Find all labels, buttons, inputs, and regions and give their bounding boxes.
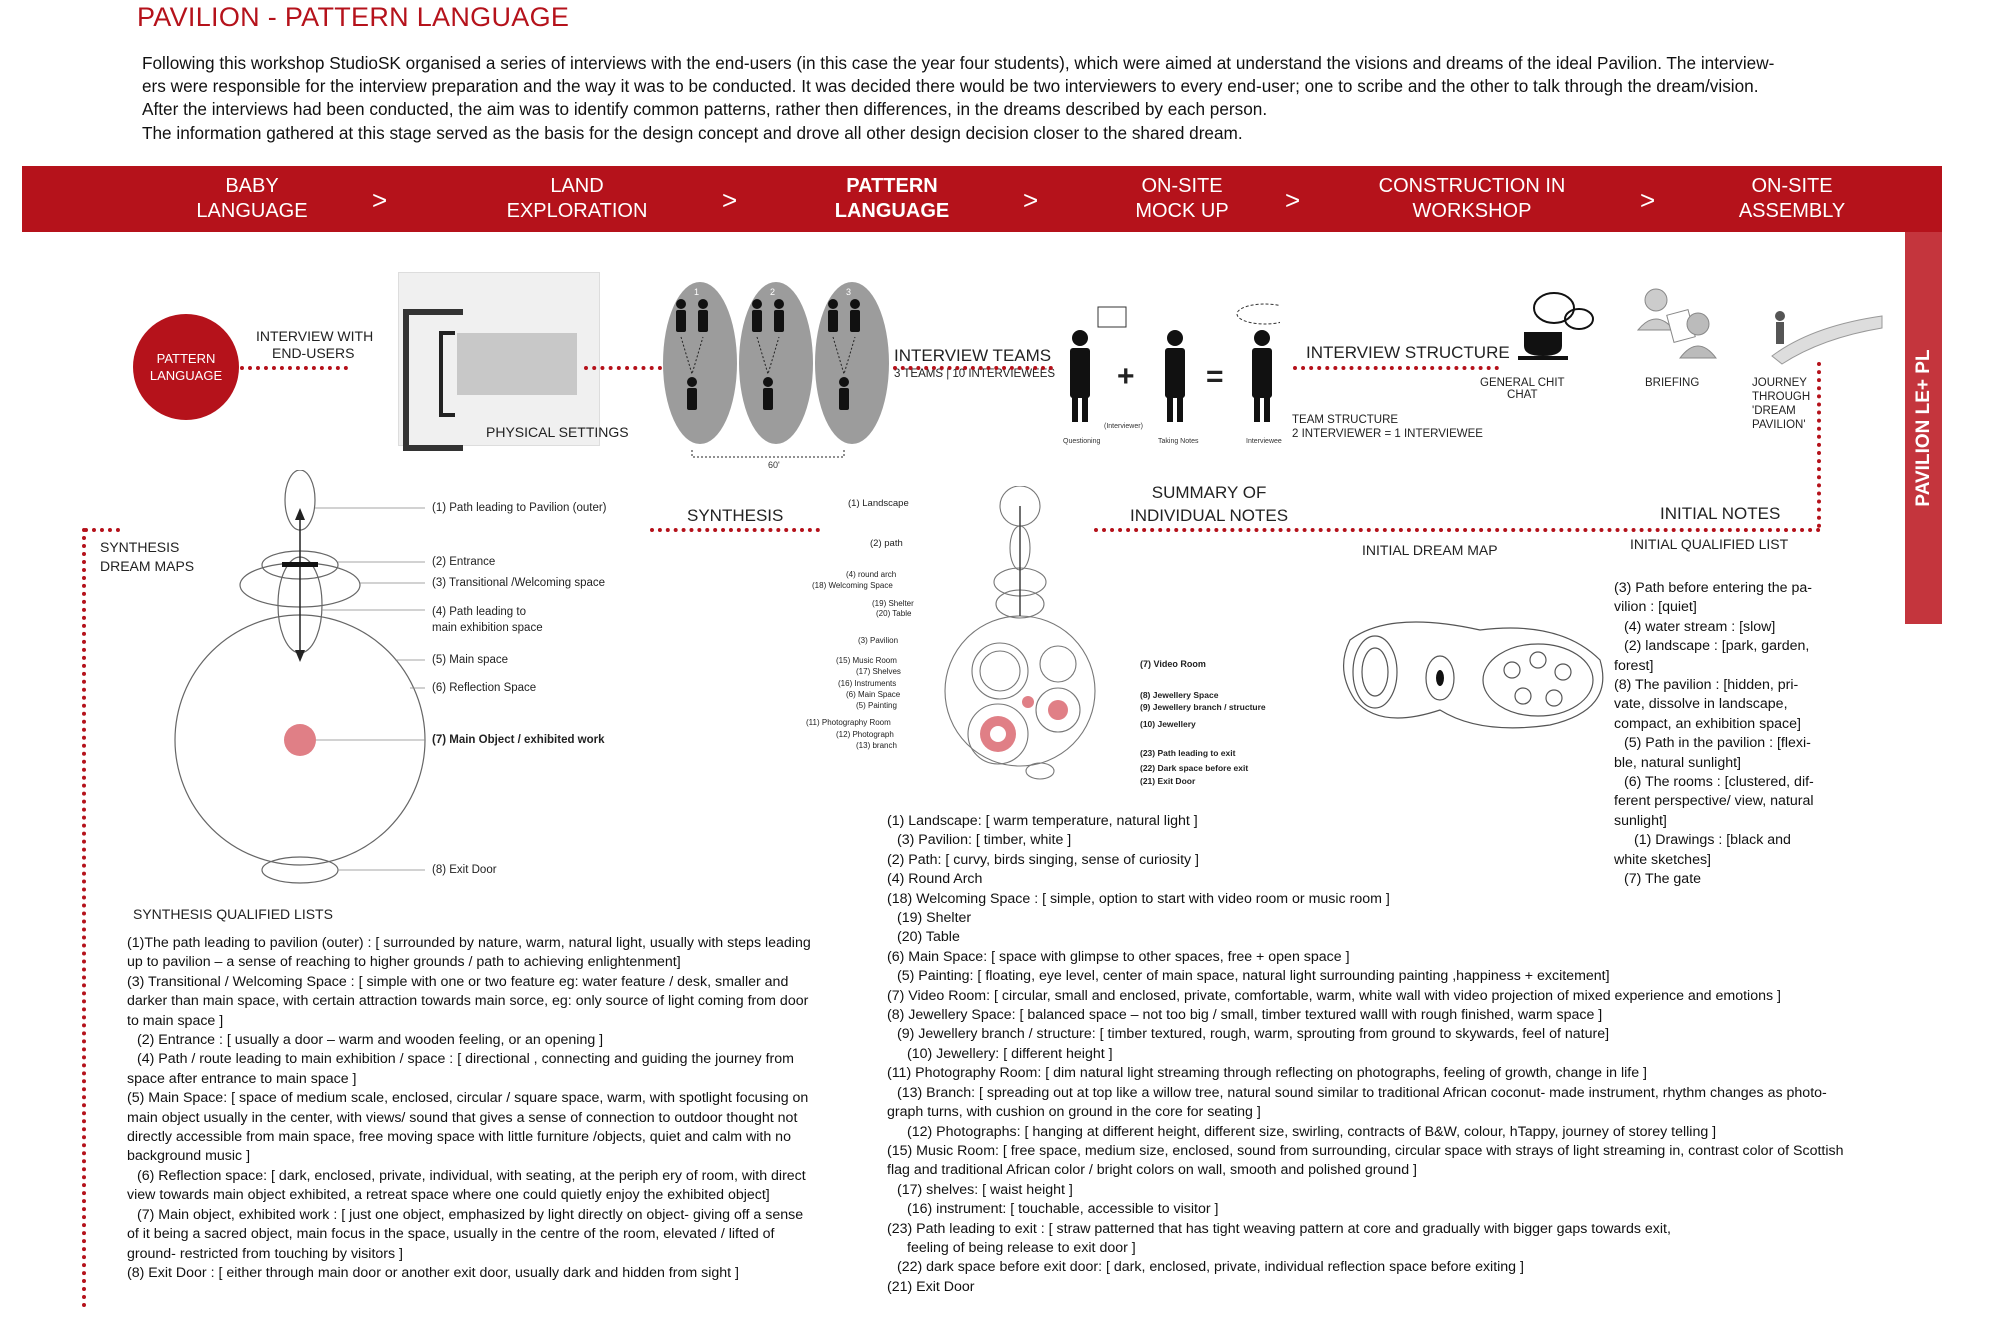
interview-structure-svg (1050, 302, 1280, 432)
synthesis-map-label: (1) Path leading to Pavilion (outer) (432, 502, 607, 514)
synthesis-label: SYNTHESIS (687, 506, 784, 525)
list-line: (10) Jewellery: [ different height ] (907, 1045, 1113, 1062)
list-line: (3) Transitional / Welcoming Space : [ simple with one or two feature eg: water feature / desk, smaller and (127, 973, 789, 990)
synthesis-map-label: (8) Exit Door (432, 864, 497, 876)
interview-structure-label: INTERVIEW STRUCTURE (1306, 343, 1510, 362)
middle-map-label: (23) Path leading to exit (1140, 748, 1236, 758)
flow-line (893, 366, 1053, 370)
list-line: (5) Path in the pavilion : [flexi- (1624, 735, 1811, 752)
middle-map-label: (1) Landscape (848, 498, 909, 509)
list-line: (7) The gate (1624, 871, 1702, 888)
step-arrow: > (372, 185, 388, 215)
list-line: (7) Main object, exhibited work : [ just one object, emphasized by light directly on object- giving off a sense (137, 1206, 804, 1223)
step-line: MOCK UP (1135, 200, 1229, 222)
list-line: (2) Entrance : [ usually a door – warm and wooden feeling, or an opening ] (137, 1032, 604, 1049)
synthesis-map-label: (3) Transitional /Welcoming space (432, 577, 605, 589)
list-line: sunlight] (1614, 812, 1667, 829)
duration-label: 60' (768, 460, 780, 470)
interviewee-person-icon (1252, 330, 1272, 422)
step-line: LAND (550, 175, 604, 197)
journey-label: JOURNEY THROUGH 'DREAM PAVILION' (1752, 377, 1811, 431)
team-figures-svg (663, 282, 889, 472)
map-music-room-inner (980, 651, 1020, 691)
arrow-head-icon (295, 650, 305, 662)
team-number: 3 (846, 287, 852, 297)
list-line: (1) Landscape: [ warm temperature, natural light ] (887, 813, 1198, 829)
step-line: CONSTRUCTION IN (1378, 175, 1566, 197)
list-line: (18) Welcoming Space : [ simple, option to start with video room or music room ] (887, 890, 1390, 907)
path-ramp-icon (1772, 316, 1882, 364)
person-icon (698, 299, 708, 332)
step-line: LANGUAGE (834, 200, 950, 222)
flow-line-vertical (1817, 362, 1821, 528)
synthesis-qualified-list (127, 934, 811, 1283)
side-tab[interactable] (1905, 232, 1942, 624)
step-line: WORKSHOP (1412, 200, 1532, 222)
team-number: 1 (694, 287, 700, 297)
list-line: view towards main object exhibited, a retreat space where one could quietly enjoy the exhibited object] (127, 1187, 770, 1204)
page-title: PAVILION - PATTERN LANGUAGE (137, 2, 570, 32)
step-land-exploration[interactable] (462, 174, 692, 224)
step-construction-workshop[interactable] (1332, 174, 1612, 224)
list-line: (13) Branch: [ spreading out at top like a willow tree, natural sound similar to traditional African coconut- made instrument, rhythm changes as photo- (897, 1084, 1827, 1101)
circle-label: PATTERN LANGUAGE (149, 351, 223, 383)
synthesis-dream-map (170, 470, 460, 890)
synthesis-dream-maps-label: SYNTHESIS DREAM MAPS (100, 539, 195, 574)
list-line: forest] (1614, 657, 1654, 674)
list-line: (16) instrument: [ touchable, accessible to visitor ] (907, 1201, 1219, 1218)
list-line: background music ] (127, 1148, 251, 1165)
list-line: (2) landscape : [park, garden, (1624, 638, 1810, 655)
map-leader-lines (315, 508, 425, 870)
physical-settings-label: PHYSICAL SETTINGS (486, 424, 629, 440)
middle-map-label: (7) Video Room (1140, 659, 1206, 669)
team-structure-sub: 2 INTERVIEWER = 1 INTERVIEWEE (1292, 428, 1483, 440)
person-body-icon (1776, 322, 1784, 344)
intro-text (142, 52, 1862, 145)
list-line: (6) Main Space: [ space with glimpse to other spaces, free + open space ] (887, 948, 1350, 965)
middle-map-label: (8) Jewellery Space (1140, 690, 1219, 700)
middle-map-label: (19) Shelter (872, 599, 914, 608)
saucer-icon (1518, 356, 1568, 360)
list-line: ferent perspective/ view, natural (1614, 793, 1814, 810)
synthesis-map-label: (6) Reflection Space (432, 682, 537, 694)
person-icon (676, 299, 686, 332)
notetaker-person-icon (1165, 330, 1185, 422)
flow-line-return (1094, 528, 1821, 532)
list-line: white sketches] (1614, 851, 1711, 868)
middle-map-label: (21) Exit Door (1140, 776, 1196, 786)
list-line: to main space ] (127, 1012, 224, 1029)
map-entrance-bar (282, 562, 318, 567)
summary-dream-map (900, 486, 1140, 786)
step-arrow: > (1285, 185, 1301, 215)
list-line: (7) Video Room: [ circular, small and enclosed, private, comfortable, warm, white wall with video projection of mixed experience and emotions ] (887, 987, 1781, 1004)
middle-map-label: (9) Jewellery branch / structure (1140, 702, 1266, 712)
list-line: darker than main space, with certain attraction towards main sorce, eg: only source of light coming from door (127, 993, 809, 1010)
map-branch-core (990, 726, 1006, 742)
step-line: LANGUAGE (196, 200, 308, 222)
list-line: feeling of being release to exit door ] (907, 1239, 1136, 1256)
side-tab-label: PAVILION LE+ PL (1912, 349, 1934, 507)
interview-teams-label: INTERVIEW TEAMS (894, 346, 1052, 365)
synthesis-map-label: (2) Entrance (432, 556, 496, 568)
list-line: (21) Exit Door (887, 1278, 975, 1295)
flow-line-vertical-left (82, 528, 86, 1308)
interview-with-label: INTERVIEW WITH (256, 328, 374, 344)
list-line: ble, natural sunlight] (1614, 754, 1741, 771)
list-line: compact, an exhibition space] (1614, 715, 1801, 732)
sketch-room-inner (1362, 648, 1388, 696)
sketch-cluster (1483, 644, 1593, 716)
list-line: flag and traditional African color / bright colors on wall, smooth and polished ground ] (887, 1162, 1417, 1179)
list-line: (9) Jewellery branch / structure: [ timber textured, rough, warm, sprouting from ground to skywards, feel of nature] (897, 1026, 1610, 1043)
physical-settings-image (398, 272, 600, 446)
person-head-icon (1775, 311, 1785, 321)
list-line: (5) Main Space: [ space of medium scale, enclosed, circular / square space, warm, with spotlight focusing on (127, 1090, 809, 1107)
list-line: (3) Path before entering the pa- (1614, 580, 1812, 596)
list-line: (8) Jewellery Space: [ balanced space – not too big / small, timber textured walll with rough finished, warm space ] (887, 1007, 1603, 1024)
synthesis-map-label: (5) Main space (432, 654, 509, 666)
synthesis-map-label: (7) Main Object / exhibited work (432, 734, 605, 746)
list-line: (4) water stream : [slow] (1624, 618, 1776, 635)
list-line: graph turns, with cushion on ground in the core for seating ] (887, 1104, 1261, 1121)
list-line: (2) Path: [ curvy, birds singing, sense of curiosity ] (887, 851, 1199, 868)
step-onsite-mockup[interactable] (1072, 174, 1292, 224)
questioning-caption: Questioning (1063, 438, 1101, 445)
list-line: (15) Music Room: [ free space, medium size, enclosed, sound from surrounding, circular space with strays of light streaming in, contrast color of Scottish (887, 1142, 1844, 1159)
middle-map-label: (4) round arch (846, 570, 897, 579)
step-onsite-assembly[interactable] (1682, 174, 1902, 224)
briefing-svg (1630, 282, 1720, 362)
list-line: (19) Shelter (897, 910, 972, 927)
list-line: directly accessible from main space, free moving space with little furniture /objects, quiet and calm with no (127, 1129, 791, 1146)
speech-bubble-icon (1534, 293, 1574, 323)
list-line: up to pavilion – a sense of reaching to higher grounds / path to achieving enlightenment] (127, 954, 681, 971)
middle-map-label: (2) path (870, 538, 903, 549)
middle-map-label: (12) Photograph (836, 730, 894, 739)
teams-sub-label: 3 TEAMS | 10 INTERVIEWEES (894, 368, 1056, 380)
questioning-person-icon (1070, 330, 1090, 422)
taking-notes-caption: Taking Notes (1158, 438, 1199, 445)
intro-line: After the interviews had been conducted, the aim was to identify common patterns, rather then differences, in the dreams described by each person. (142, 99, 1268, 120)
process-bar (22, 166, 1942, 232)
person-icons (676, 299, 860, 410)
flow-line-return (84, 528, 120, 532)
middle-map-label: (16) Instruments (838, 679, 897, 688)
step-arrow: > (1023, 185, 1039, 215)
end-users-label: END-USERS (272, 345, 355, 361)
middle-map-label: (10) Jewellery (1140, 719, 1196, 729)
map-painting-fill (1022, 696, 1034, 708)
step-arrow: > (722, 185, 738, 215)
map-jewellery-fill (1048, 700, 1068, 720)
person-head-icon (1687, 313, 1709, 335)
initial-dream-map-sketch (1320, 600, 1620, 740)
middle-map-label: (13) branch (856, 741, 897, 750)
step-line: EXPLORATION (506, 200, 648, 222)
list-line: (5) Painting: [ floating, eye level, center of main space, natural light surrounding painting ,happiness + excitement] (897, 968, 1610, 985)
map-exit-door (262, 857, 338, 883)
list-line: (6) The rooms : [clustered, dif- (1624, 774, 1814, 791)
interviewee-caption: Interviewee (1246, 438, 1282, 445)
list-line: (3) Pavilion: [ timber, white ] (897, 832, 1072, 849)
sketch-room (1353, 636, 1397, 708)
speech-bubble-icon (1098, 307, 1126, 327)
initial-notes-label: INITIAL NOTES (1660, 504, 1781, 523)
list-line: (4) Path / route leading to main exhibition / space : [ directional , connecting and guiding the journey from (137, 1051, 794, 1068)
list-line: (11) Photography Room: [ dim natural light streaming through reflecting on photographs, feeling of growth, change in life ] (887, 1065, 1647, 1082)
person-head-icon (1645, 289, 1667, 311)
synthesis-qualified-title: SYNTHESIS QUALIFIED LISTS (133, 906, 333, 922)
step-line: ON-SITE (1141, 175, 1223, 197)
list-line: (6) Reflection space: [ dark, enclosed, private, individual, with seating, at the periph ery of room, with direct (137, 1167, 806, 1184)
map-exit (1026, 763, 1054, 779)
middle-map-label: (15) Music Room (836, 656, 897, 665)
list-line: of it being a sacred object, main focus in the space, usually in the centre of the room, elevated / lifted of (127, 1226, 775, 1243)
plus-sign: + (1117, 360, 1135, 393)
summary-label: SUMMARY OF INDIVIDUAL NOTES (1130, 483, 1289, 525)
step-line: ASSEMBLY (1738, 200, 1846, 222)
person-icon (752, 299, 762, 332)
step-line: ON-SITE (1751, 175, 1833, 197)
person-icon (828, 299, 838, 332)
list-line: vate, dissolve in landscape, (1614, 696, 1788, 713)
initial-qualified-list (1614, 579, 1814, 890)
step-baby-language[interactable] (142, 174, 362, 224)
thought-bubble-icon (1237, 304, 1280, 324)
team-number: 2 (770, 287, 776, 297)
chit-chat-svg (1504, 286, 1604, 366)
step-arrow: > (1640, 185, 1656, 215)
middle-map-label: (6) Main Space (846, 690, 901, 699)
person-icon (850, 299, 860, 332)
person-body-icon (1680, 346, 1716, 358)
map-main-object (284, 724, 316, 756)
step-line: BABY (225, 175, 279, 197)
sketch-gate-fill (1436, 670, 1444, 686)
general-chit-chat-label: GENERAL CHIT CHAT (1480, 377, 1565, 401)
list-line: vilion : [quiet] (1614, 599, 1697, 616)
list-line: (23) Path leading to exit : [ straw patterned that has tight weaving pattern at core and gradually with bigger gaps towards exit, (887, 1220, 1671, 1237)
synthesis-map-label: (4) Path leading to main exhibition space (432, 606, 543, 634)
list-line: (4) Round Arch (887, 871, 983, 888)
initial-dream-map-label: INITIAL DREAM MAP (1362, 542, 1498, 558)
intro-line: The information gathered at this stage served as the basis for the design concept and drove all other design decision closer to the shared dream. (142, 122, 1243, 143)
room-plan-screen (457, 333, 577, 395)
initial-qualified-list-title: INITIAL QUALIFIED LIST (1630, 536, 1789, 552)
list-line: main object usually in the center, with views/ sound that gives a sense of connection to outdoor thought not (127, 1109, 798, 1126)
arrow-head-icon (295, 508, 305, 520)
list-line: (8) The pavilion : [hidden, pri- (1614, 677, 1799, 694)
middle-map-label: (3) Pavilion (858, 636, 899, 645)
room-plan-inner-wall (439, 331, 455, 417)
flow-line-return (650, 528, 820, 532)
person-icon (763, 377, 773, 410)
flow-line (584, 366, 662, 370)
coffee-cup-icon (1524, 332, 1562, 356)
intro-line: ers were responsible for the interview preparation and the way it was to be conducted. It was decided there would be two interviewers to every end-user; one to scribe and the other to talk through the dream/vision. (142, 76, 1759, 97)
middle-map-label: (18) Welcoming Space (812, 581, 893, 590)
middle-map-label: (17) Shelves (856, 667, 901, 676)
journey-svg (1752, 286, 1892, 366)
person-icon (839, 377, 849, 410)
list-line: (1)The path leading to pavilion (outer) : [ surrounded by nature, warm, natural light, usually with steps leading (127, 935, 811, 951)
person-icon (687, 377, 697, 410)
team-structure-label: TEAM STRUCTURE (1292, 414, 1399, 426)
list-line: (8) Exit Door : [ either through main door or another exit door, usually dark and hidden from sight ] (127, 1264, 739, 1281)
list-line: (12) Photographs: [ hanging at different height, different size, swirling, contracts of B&W, colour, hTappy, journey of storey telling ] (907, 1123, 1717, 1140)
intro-line: Following this workshop StudioSK organised a series of interviews with the end-users (in this case the year four students), which were aimed at understand the visions and dreams of the ideal Pavilion. The interview- (142, 53, 1775, 73)
flow-line (240, 366, 348, 370)
person-icon (774, 299, 784, 332)
middle-map-label: (20) Table (876, 609, 912, 618)
interviewer-caption: (Interviewer) (1104, 423, 1143, 430)
list-line: (22) dark space before exit door: [ dark, enclosed, private, individual reflection space before exiting ] (897, 1259, 1524, 1276)
list-line: (20) Table (897, 929, 960, 946)
middle-map-label: (22) Dark space before exit (1140, 763, 1249, 773)
step-line: PATTERN (846, 175, 938, 197)
briefing-label: BRIEFING (1645, 377, 1700, 389)
middle-map-label: (11) Photography Room (806, 718, 891, 727)
list-line: space after entrance to main space ] (127, 1070, 357, 1087)
pattern-language-circle (133, 314, 239, 420)
list-line: (17) shelves: [ waist height ] (897, 1181, 1073, 1198)
flow-line (1293, 366, 1499, 370)
step-pattern-language[interactable] (762, 174, 1022, 224)
equals-sign: = (1206, 360, 1224, 393)
map-video-room (1040, 646, 1076, 682)
list-line: ground- restricted from touching by visitors ] (127, 1245, 403, 1262)
list-line: (1) Drawings : [black and (1634, 832, 1791, 849)
middle-map-label: (5) Painting (856, 701, 897, 710)
